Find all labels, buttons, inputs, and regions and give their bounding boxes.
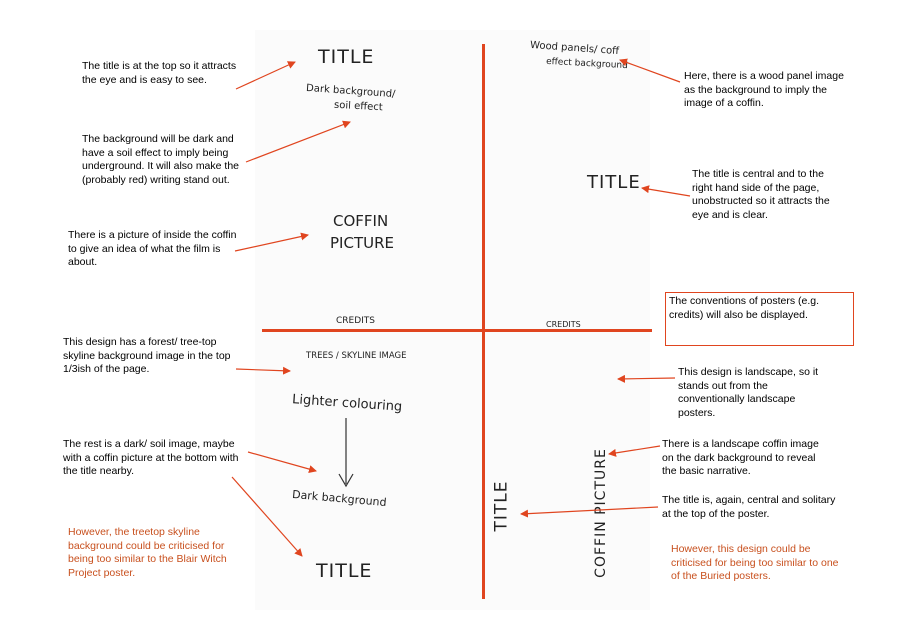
arrow-to-bl-title: [232, 477, 302, 556]
sketch-tl-coffin-line2: PICTURE: [330, 234, 394, 252]
sketch-bl-trees: TREES / SKYLINE IMAGE: [306, 351, 407, 361]
sketch-bl-lighter: Lighter colouring: [291, 392, 403, 415]
annotation-coffin-picture: There is a picture of inside the coffin to give an idea of what the film is about.: [68, 229, 237, 268]
sketch-tr-title: TITLE: [587, 172, 641, 193]
annotation-conventions: The conventions of posters (e.g. credits) will also be displayed.: [669, 295, 819, 321]
annotation-landscape-coffin: There is a landscape coffin image on the dark background to reveal the basic narrative.: [662, 438, 819, 477]
annotation-buried-criticism: However, this design could be criticised for being too similar to one of the Buried posters.: [671, 543, 839, 582]
annotation-blair-witch-criticism: However, the treetop skyline background could be criticised for being too similar to the Blair Witch Project poster.: [68, 526, 227, 579]
annotation-landscape: This design is landscape, so it stands out from the conventionally landscape posters.: [678, 366, 819, 419]
arrow-to-bl-dark: [248, 452, 316, 471]
sketch-tr-credits: CREDITS: [546, 320, 581, 329]
arrow-to-tl-background: [246, 122, 350, 162]
arrow-to-br-coffin: [609, 446, 660, 454]
arrow-to-br-title: [521, 507, 658, 514]
arrow-to-tl-title: [236, 62, 295, 89]
annotation-wood-panel: Here, there is a wood panel image as the background to imply the image of a coffin.: [684, 70, 844, 109]
sketch-tl-credits: CREDITS: [336, 316, 376, 326]
annotation-title-again: The title is, again, central and solitary at the top of the poster.: [662, 494, 836, 520]
arrow-to-tl-coffin: [235, 235, 308, 251]
sketch-tl-bg-line1: Dark background/: [305, 82, 396, 101]
arrow-to-tr-wood: [620, 60, 680, 82]
arrow-to-bl-trees: [236, 369, 290, 371]
sketch-tr-wood-line1: Wood panels/ coff: [529, 39, 620, 58]
sketch-bl-title: TITLE: [316, 560, 373, 582]
arrow-to-landscape: [618, 378, 675, 379]
annotation-title-central: The title is central and to the right hand side of the page, unobstructed so it attracts the eye and is clear.: [692, 168, 830, 221]
sketch-tl-title: TITLE: [318, 46, 375, 68]
sketch-tr-wood-line2: effect background: [545, 56, 629, 72]
sketch-tl-bg-line2: soil effect: [333, 99, 383, 114]
annotation-title-top: The title is at the top so it attracts the eye and is easy to see.: [82, 60, 237, 86]
sketch-br-title: TITLE: [491, 480, 512, 532]
annotation-dark-background: The background will be dark and have a soil effect to imply being underground. It will also make the (probably red) writing stand out.: [82, 133, 240, 186]
sketch-br-coffin: COFFIN PICTURE: [592, 448, 609, 578]
sketch-tl-coffin-line1: COFFIN: [333, 212, 389, 230]
arrow-to-tr-title: [642, 188, 690, 196]
sketch-bl-dark: Dark background: [291, 487, 388, 510]
annotation-forest-skyline: This design has a forest/ tree-top skyline background image in the top 1/3ish of the page.: [63, 336, 231, 375]
annotation-soil-image: The rest is a dark/ soil image, maybe with a coffin picture at the bottom with the title nearby.: [63, 438, 239, 477]
